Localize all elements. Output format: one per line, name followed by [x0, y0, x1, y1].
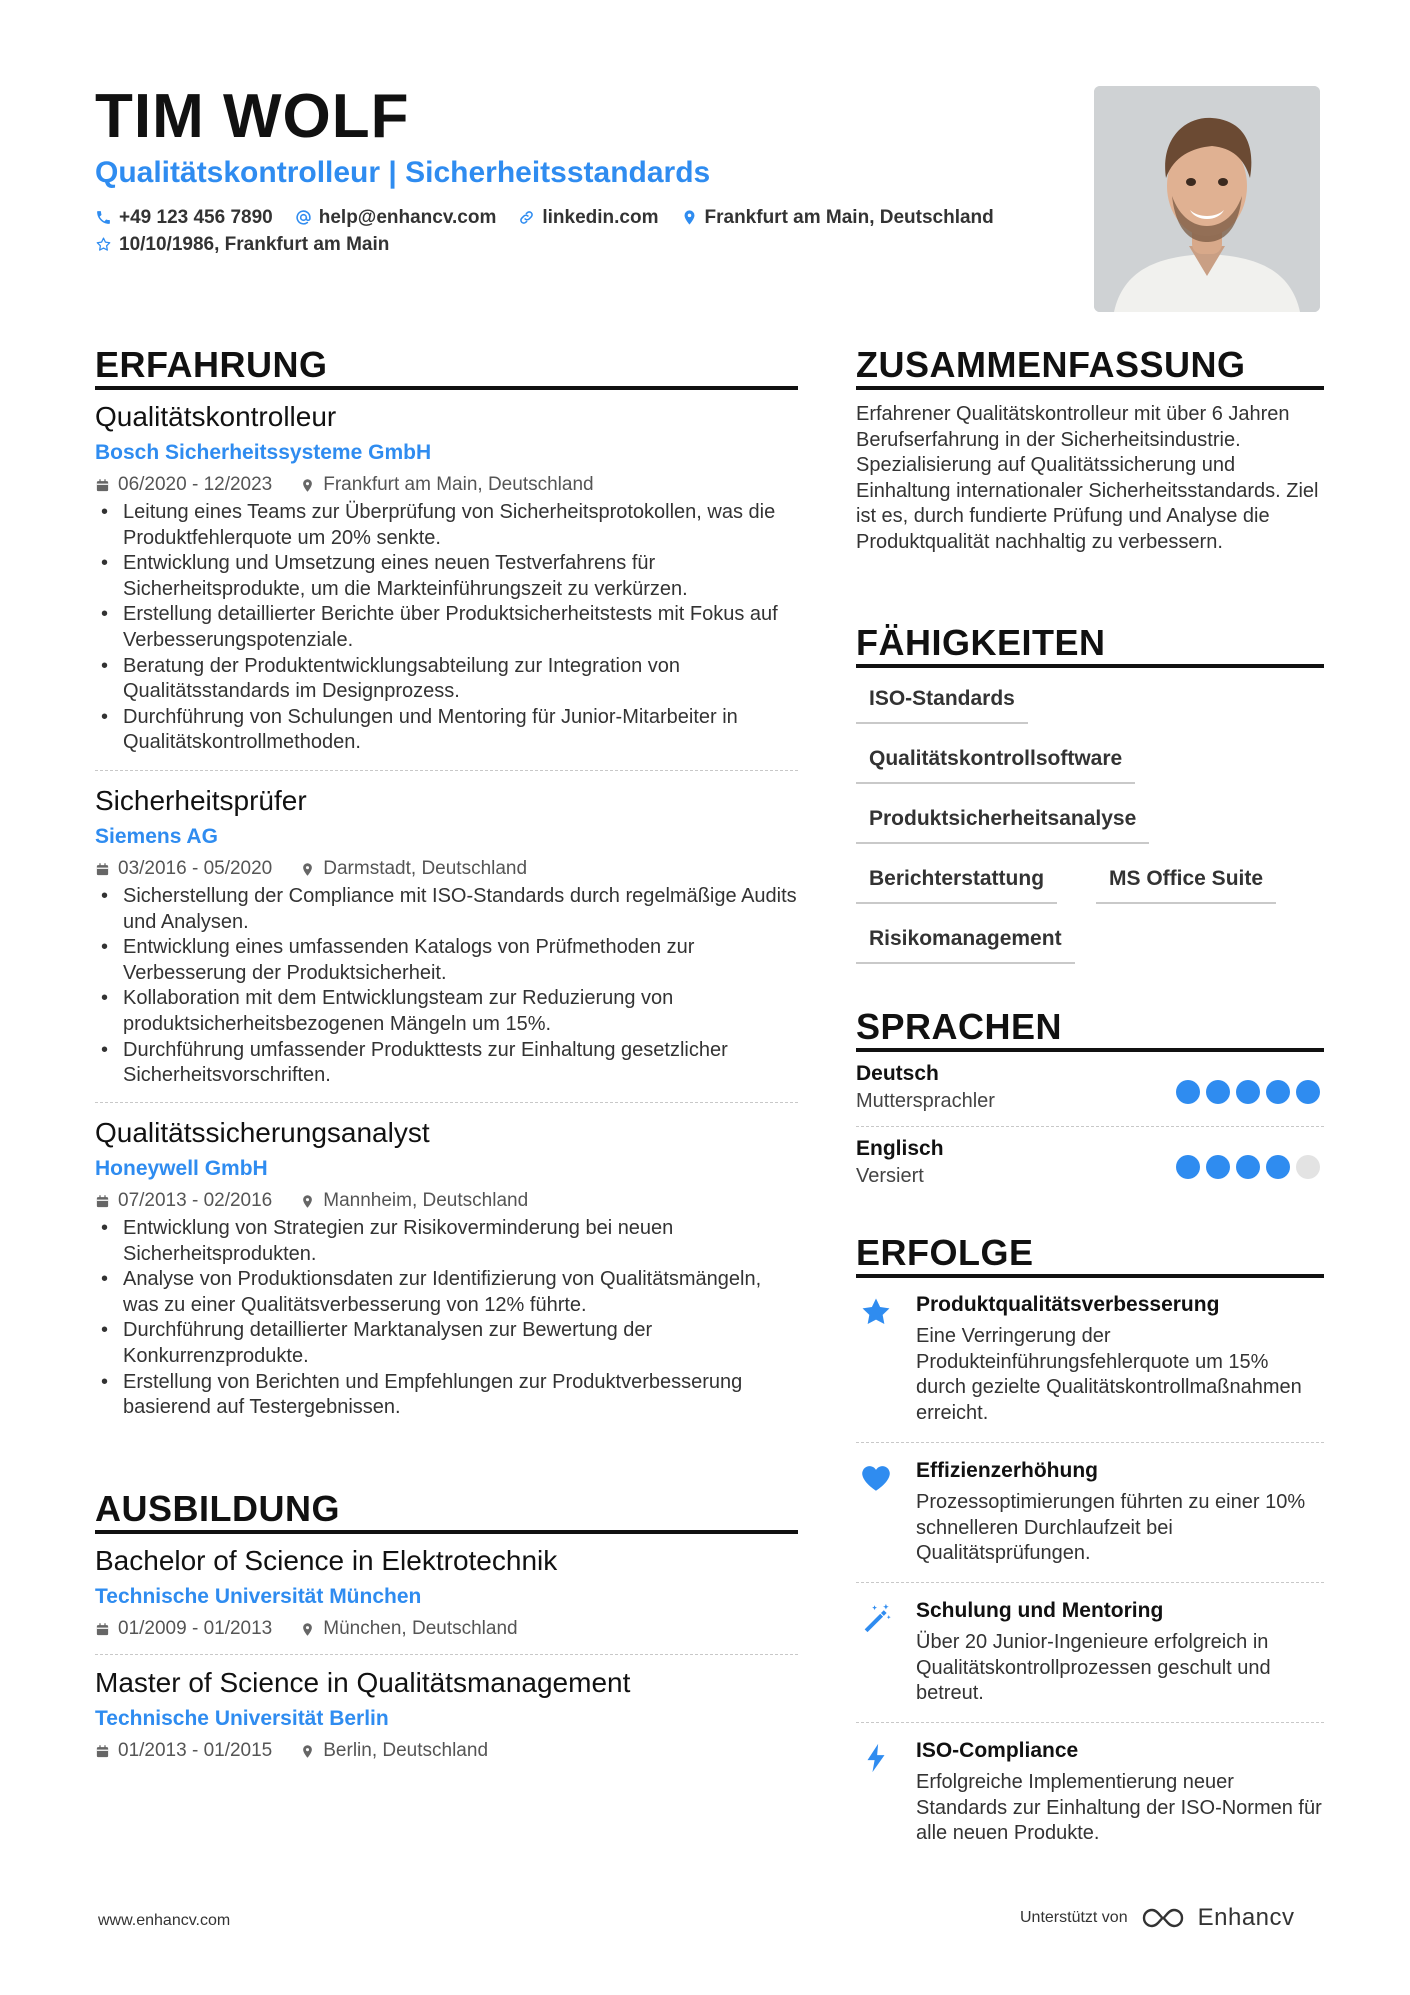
language-item-1 [856, 1060, 1324, 1114]
profile-photo [1094, 86, 1320, 312]
list-item: • Durchführung umfassender Produkttests zur Einhaltung gesetzlicher Sicherheitsvorschriften. [95, 1038, 798, 1089]
language-item-2 [856, 1135, 1324, 1189]
list-item: • Erstellung von Berichten und Empfehlungen zur Produktverbesserung basierend auf Testergebnissen. [95, 1370, 798, 1421]
divider [95, 770, 798, 771]
language-name: Deutsch [856, 1062, 939, 1085]
job-location: Frankfurt am Main, Deutschland [323, 474, 594, 495]
job-company: Siemens AG [95, 825, 218, 848]
job-dates: 03/2016 - 05/2020 [118, 858, 273, 879]
job-dates: 06/2020 - 12/2023 [118, 474, 273, 495]
degree-title: Bachelor of Science in Elektrotechnik [95, 1545, 558, 1576]
divider [856, 1582, 1324, 1583]
achievement-text: Über 20 Junior-Ingenieure erfolgreich in Qualitätskontrollprozessen geschult und betreut. [916, 1631, 1271, 1705]
language-level: Muttersprachler [856, 1090, 995, 1112]
enhancv-logo-icon [1140, 1906, 1186, 1930]
achievement-text: Erfolgreiche Implementierung neuer Standards zur Einhaltung der ISO-Normen für alle neuen Produkte. [916, 1771, 1322, 1845]
skills-heading-rule [856, 664, 1324, 668]
language-level: Versiert [856, 1165, 924, 1187]
divider [95, 1102, 798, 1103]
calendar-icon [95, 478, 110, 493]
phone-icon [95, 209, 112, 226]
candidate-headline: Qualitätskontrolleur | Sicherheitsstandards [95, 156, 711, 189]
education-dates: 01/2009 - 01/2013 [118, 1618, 273, 1639]
list-item: • Entwicklung und Umsetzung eines neuen Testverfahrens für Sicherheitsprodukte, um die Markteinführungszeit zu verkürzen. [95, 551, 798, 602]
rating-dot-filled [1266, 1080, 1290, 1104]
location-pin-icon [300, 1744, 315, 1759]
rating-dot-filled [1176, 1080, 1200, 1104]
heart-icon [859, 1461, 893, 1495]
language-rating [1176, 1080, 1320, 1104]
magic-wand-icon [859, 1601, 893, 1635]
link-icon [518, 209, 535, 226]
contact-linkedin[interactable] [518, 204, 658, 231]
location-pin-icon [681, 209, 698, 226]
rating-dot-filled [1176, 1155, 1200, 1179]
footer-website[interactable]: www.enhancv.com [98, 1912, 231, 1929]
experience-heading-rule [95, 386, 798, 390]
job-bullets [95, 500, 798, 756]
education-meta [95, 1738, 798, 1764]
divider [95, 1654, 798, 1655]
language-rating [1176, 1155, 1320, 1179]
experience-item-1 [95, 400, 798, 756]
divider [856, 1126, 1324, 1127]
achievement-item-3 [856, 1596, 1324, 1707]
summary-heading: ZUSAMMENFASSUNG [856, 344, 1246, 385]
languages-heading-rule [856, 1048, 1324, 1052]
job-company: Honeywell GmbH [95, 1157, 268, 1180]
degree-title: Master of Science in Qualitätsmanagement [95, 1667, 631, 1698]
achievement-item-4 [856, 1736, 1324, 1847]
education-meta [95, 1616, 798, 1642]
achievement-title: Effizienzerhöhung [916, 1459, 1098, 1482]
list-item: • Kollaboration mit dem Entwicklungsteam zur Reduzierung von produktsicherheitsbezogenen Mängeln um 15%. [95, 986, 798, 1037]
education-dates: 01/2013 - 01/2015 [118, 1740, 273, 1761]
skill-tag: Berichterstattung [856, 860, 1057, 904]
rating-dot-filled [1206, 1155, 1230, 1179]
rating-dot-filled [1206, 1080, 1230, 1104]
list-item: • Beratung der Produktentwicklungsabteilung zur Integration von Qualitätsstandards im Designprozess. [95, 654, 798, 705]
education-location: Berlin, Deutschland [323, 1740, 489, 1761]
achievements-heading: ERFOLGE [856, 1232, 1034, 1273]
contact-phone[interactable] [95, 204, 273, 231]
rating-dot-filled [1236, 1155, 1260, 1179]
profile-photo-illustration [1094, 86, 1320, 312]
contact-location [681, 204, 994, 231]
footer-branding [1020, 1903, 1295, 1933]
contact-info [95, 204, 1085, 258]
linkedin-text: linkedin.com [542, 207, 659, 228]
location-pin-icon [300, 478, 315, 493]
skill-tag: ISO-Standards [856, 680, 1028, 724]
achievement-text: Prozessoptimierungen führten zu einer 10% schnelleren Durchlaufzeit bei Qualitätsprüfungen. [916, 1491, 1306, 1565]
school-name: Technische Universität Berlin [95, 1707, 389, 1730]
job-meta [95, 856, 798, 882]
job-title: Qualitätskontrolleur [95, 401, 337, 432]
lightning-bolt-icon [859, 1741, 893, 1775]
rating-dot-filled [1236, 1080, 1260, 1104]
calendar-icon [95, 1194, 110, 1209]
job-title: Qualitätssicherungsanalyst [95, 1117, 430, 1148]
skill-tag: Qualitätskontrollsoftware [856, 740, 1135, 784]
candidate-name: TIM WOLF [95, 82, 410, 151]
star-outline-icon [95, 236, 112, 253]
rating-dot-filled [1296, 1080, 1320, 1104]
summary-heading-rule [856, 386, 1324, 390]
education-heading-rule [95, 1530, 798, 1534]
skills-heading: FÄHIGKEITEN [856, 622, 1106, 663]
job-location: Darmstadt, Deutschland [323, 858, 528, 879]
job-meta [95, 1188, 798, 1214]
rating-dot-empty [1296, 1155, 1320, 1179]
powered-by-text: Unterstützt von [1020, 1909, 1128, 1926]
list-item: • Entwicklung von Strategien zur Risikoverminderung bei neuen Sicherheitsprodukten. [95, 1216, 798, 1267]
skill-tag: MS Office Suite [1096, 860, 1276, 904]
achievements-heading-rule [856, 1274, 1324, 1278]
job-location: Mannheim, Deutschland [323, 1190, 529, 1211]
list-item: • Durchführung von Schulungen und Mentoring für Junior-Mitarbeiter in Qualitätskontrollmethoden. [95, 705, 798, 756]
star-icon [859, 1295, 893, 1329]
job-company: Bosch Sicherheitssysteme GmbH [95, 441, 432, 464]
contact-email[interactable] [295, 204, 497, 231]
location-pin-icon [300, 1622, 315, 1637]
job-meta [95, 472, 798, 498]
list-item: • Analyse von Produktionsdaten zur Identifizierung von Qualitätsmängeln, was zu einer Qualitätsverbesserung von 12% führte. [95, 1267, 798, 1318]
achievement-title: Produktqualitätsverbesserung [916, 1293, 1220, 1316]
birth-text: 10/10/1986, Frankfurt am Main [119, 234, 390, 255]
calendar-icon [95, 1622, 110, 1637]
list-item: • Leitung eines Teams zur Überprüfung von Sicherheitsprotokollen, was die Produktfehlerquote um 20% senkte. [95, 500, 798, 551]
achievement-item-1 [856, 1290, 1324, 1426]
job-bullets [95, 884, 798, 1089]
list-item: • Entwicklung eines umfassenden Katalogs von Prüfmethoden zur Verbesserung der Produktsicherheit. [95, 935, 798, 986]
summary-text: Erfahrener Qualitätskontrolleur mit über 6 Jahren Berufserfahrung in der Sicherheitsindustrie. Spezialisierung auf Qualitätssicherung und Einhaltung internationaler Sicherheitsstandards. Ziel ist es, durch fundierte Prüfung und Analyse die Produktqualität nachhaltig zu verbessern. [856, 403, 1319, 553]
phone-text: +49 123 456 7890 [119, 207, 273, 228]
education-location: München, Deutschland [323, 1618, 518, 1639]
brand-name: Enhancv [1197, 1904, 1295, 1931]
achievement-title: Schulung und Mentoring [916, 1599, 1164, 1622]
achievement-title: ISO-Compliance [916, 1739, 1079, 1762]
location-text: Frankfurt am Main, Deutschland [704, 207, 994, 228]
list-item: • Durchführung detaillierter Marktanalysen zur Bewertung der Konkurrenzprodukte. [95, 1318, 798, 1369]
job-bullets [95, 1216, 798, 1421]
calendar-icon [95, 862, 110, 877]
rating-dot-filled [1266, 1155, 1290, 1179]
list-item: • Sicherstellung der Compliance mit ISO-Standards durch regelmäßige Audits und Analysen. [95, 884, 798, 935]
achievement-item-2 [856, 1456, 1324, 1567]
calendar-icon [95, 1744, 110, 1759]
location-pin-icon [300, 1194, 315, 1209]
location-pin-icon [300, 862, 315, 877]
language-name: Englisch [856, 1137, 944, 1160]
job-dates: 07/2013 - 02/2016 [118, 1190, 273, 1211]
experience-item-2 [95, 784, 798, 1089]
languages-heading: SPRACHEN [856, 1006, 1063, 1047]
experience-heading: ERFAHRUNG [95, 344, 328, 385]
contact-birth [95, 231, 389, 258]
achievement-text: Eine Verringerung der Produkteinführungsfehlerquote um 15% durch gezielte Qualitätskontrollmaßnahmen erreicht. [916, 1325, 1302, 1424]
education-heading: AUSBILDUNG [95, 1488, 340, 1529]
job-title: Sicherheitsprüfer [95, 785, 307, 816]
school-name: Technische Universität München [95, 1585, 422, 1608]
divider [856, 1722, 1324, 1723]
education-item-1 [95, 1544, 798, 1642]
education-item-2 [95, 1666, 798, 1764]
experience-item-3 [95, 1116, 798, 1421]
email-text: help@enhancv.com [318, 207, 497, 228]
at-icon [295, 209, 312, 226]
skill-tag: Risikomanagement [856, 920, 1075, 964]
divider [856, 1442, 1324, 1443]
list-item: • Erstellung detaillierter Berichte über Produktsicherheitstests mit Fokus auf Verbesserungspotenziale. [95, 602, 798, 653]
skill-tag: Produktsicherheitsanalyse [856, 800, 1149, 844]
